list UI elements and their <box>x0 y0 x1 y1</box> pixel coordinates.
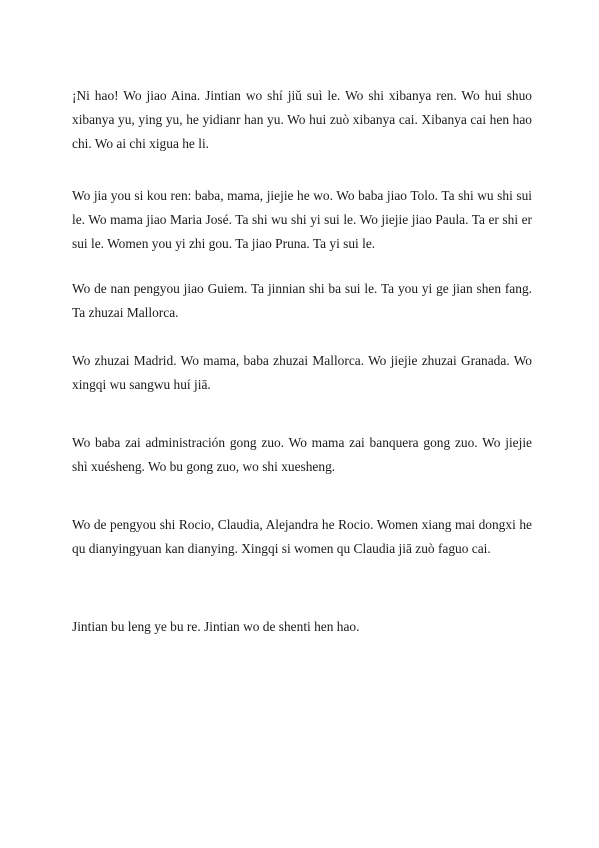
paragraph-work: Wo baba zai administración gong zuo. Wo mama zai banquera gong zuo. Wo jiejie shì xuésheng. Wo bu gong zuo, wo shi xuesheng. <box>72 435 532 474</box>
paragraph-today: Jintian bu leng ye bu re. Jintian wo de shenti hen hao. <box>72 619 360 634</box>
paragraph-family: Wo jia you si kou ren: baba, mama, jiejie he wo. Wo baba jiao Tolo. Ta shi wu shi sui le. Wo mama jiao Maria José. Ta shi wu shi yi sui le. Wo jiejie jiao Paula. Ta er shi er sui le. Women you yi zhi gou. Ta jiao Pruna. Ta yi sui le. <box>72 188 532 251</box>
paragraph-residence: Wo zhuzai Madrid. Wo mama, baba zhuzai Mallorca. Wo jiejie zhuzai Granada. Wo xingqi wu sangwu huí jiā. <box>72 353 532 392</box>
paragraph-introduction: ¡Ni hao! Wo jiao Aina. Jintian wo shí jiǔ suì le. Wo shi xibanya ren. Wo hui shuo xibanya yu, ying yu, he yidianr han yu. Wo hui zuò xibanya cai. Xibanya cai hen hao chi. Wo ai chi xigua he li. <box>72 88 532 151</box>
paragraph-boyfriend: Wo de nan pengyou jiao Guiem. Ta jinnian shi ba sui le. Ta you yi ge jian shen fang. Ta zhuzai Mallorca. <box>72 281 532 320</box>
paragraph-friends: Wo de pengyou shi Rocio, Claudia, Alejandra he Rocio. Women xiang mai dongxi he qu dianyingyuan kan dianying. Xingqi si women qu Claudia jiā zuò faguo cai. <box>72 517 532 556</box>
